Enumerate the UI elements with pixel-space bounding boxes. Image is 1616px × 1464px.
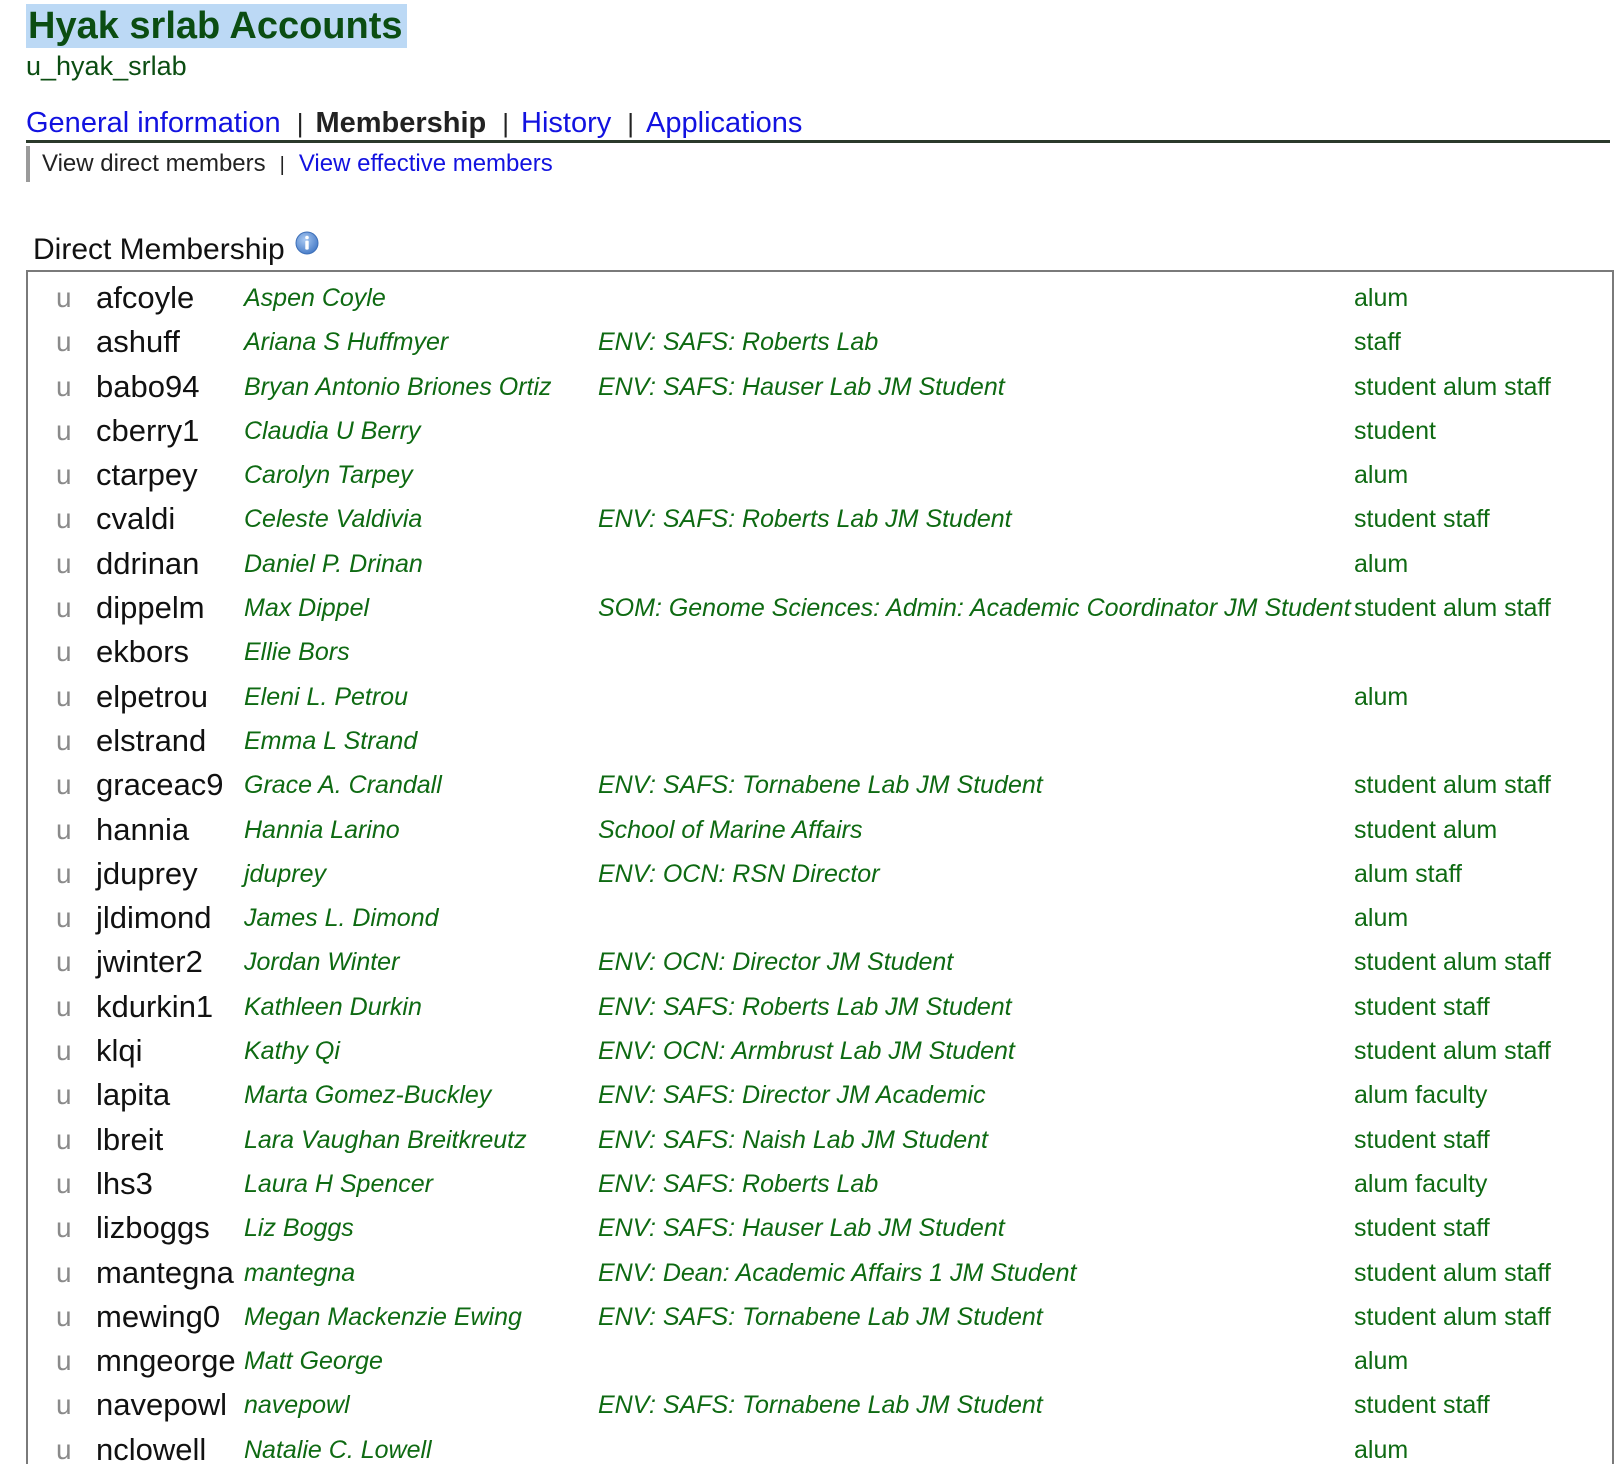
member-type: u — [56, 1212, 72, 1244]
member-name: Ellie Bors — [244, 638, 350, 667]
member-department: ENV: SAFS: Roberts Lab JM Student — [598, 505, 1012, 534]
member-row — [28, 1339, 1612, 1383]
member-row — [28, 409, 1612, 453]
member-name: Lara Vaughan Breitkreutz — [244, 1125, 527, 1154]
member-uid: navepowl — [96, 1387, 227, 1423]
member-name: Max Dippel — [244, 594, 370, 623]
member-name: Eleni L. Petrou — [244, 682, 408, 711]
member-type: u — [56, 857, 72, 889]
subtab-view-effective-members[interactable]: View effective members — [298, 150, 553, 177]
member-affiliation: student staff — [1354, 505, 1490, 534]
info-icon[interactable] — [295, 226, 319, 266]
member-type: u — [56, 902, 72, 934]
group-id: u_hyak_srlab — [26, 51, 187, 81]
member-uid: ddrinan — [96, 545, 200, 581]
member-uid: mantegna — [96, 1254, 234, 1290]
member-uid: mngeorge — [96, 1343, 236, 1379]
member-type: u — [56, 547, 72, 579]
member-affiliation: student alum — [1354, 815, 1498, 844]
member-name: Liz Boggs — [244, 1214, 354, 1243]
page-title: Hyak srlab Accounts — [26, 4, 407, 48]
member-uid: nclowell — [96, 1431, 207, 1464]
member-affiliation: staff — [1354, 328, 1401, 357]
member-type: u — [56, 724, 72, 756]
tab-membership[interactable]: Membership — [315, 107, 487, 139]
member-affiliation: alum — [1354, 284, 1409, 312]
member-uid: ekbors — [96, 634, 190, 670]
member-uid: ashuff — [96, 324, 180, 360]
section-title: Direct Membership — [33, 233, 285, 266]
member-type: u — [56, 1035, 72, 1067]
member-affiliation: student staff — [1354, 1214, 1490, 1243]
member-uid: mewing0 — [96, 1298, 221, 1334]
subtab-separator: | — [279, 154, 285, 176]
member-name: James L. Dimond — [244, 904, 439, 933]
member-name: Jordan Winter — [244, 948, 400, 977]
member-affiliation: alum staff — [1354, 859, 1462, 888]
member-affiliation: student — [1354, 416, 1437, 445]
member-row — [28, 365, 1612, 409]
member-uid: elpetrou — [96, 678, 209, 714]
member-type: u — [56, 459, 72, 491]
member-uid: ctarpey — [96, 457, 198, 493]
member-type: u — [56, 1123, 72, 1155]
member-type: u — [56, 1079, 72, 1111]
member-department: ENV: OCN: Director JM Student — [598, 948, 954, 977]
member-department: ENV: SAFS: Roberts Lab JM Student — [598, 992, 1012, 1021]
member-affiliation: student staff — [1354, 992, 1490, 1021]
tab-bar — [26, 106, 1610, 143]
member-name: Ariana S Huffmyer — [244, 328, 449, 357]
member-row — [28, 1118, 1612, 1162]
member-name: Natalie C. Lowell — [244, 1435, 432, 1464]
member-department: ENV: SAFS: Director JM Academic — [598, 1081, 986, 1110]
tab-separator: | — [627, 108, 635, 138]
member-type: u — [56, 592, 72, 624]
membership-subnav — [26, 146, 553, 182]
member-row — [28, 320, 1612, 364]
member-department: ENV: SAFS: Roberts Lab — [598, 1169, 879, 1198]
member-uid: afcoyle — [96, 280, 195, 315]
member-type: u — [56, 414, 72, 446]
member-department: ENV: SAFS: Hauser Lab JM Student — [598, 1214, 1005, 1243]
member-row — [28, 763, 1612, 807]
member-uid: lhs3 — [96, 1165, 153, 1201]
member-row — [28, 985, 1612, 1029]
member-department: School of Marine Affairs — [598, 815, 863, 844]
member-type: u — [56, 503, 72, 535]
member-name: Laura H Spencer — [244, 1169, 434, 1198]
direct-membership-heading — [33, 226, 319, 270]
member-name: Aspen Coyle — [244, 284, 386, 312]
member-row — [28, 1295, 1612, 1339]
member-type: u — [56, 990, 72, 1022]
member-name: Megan Mackenzie Ewing — [244, 1302, 522, 1331]
member-uid: lbreit — [96, 1121, 164, 1157]
member-uid: jduprey — [96, 855, 198, 891]
member-name: Hannia Larino — [244, 815, 400, 844]
member-row — [28, 453, 1612, 497]
member-type: u — [56, 1300, 72, 1332]
member-type: u — [56, 769, 72, 801]
member-row — [28, 940, 1612, 984]
member-row — [28, 1428, 1612, 1464]
member-department: ENV: OCN: RSN Director — [598, 859, 880, 888]
member-row — [28, 896, 1612, 940]
member-department: ENV: SAFS: Roberts Lab — [598, 328, 879, 357]
member-affiliation: alum — [1354, 1347, 1409, 1376]
member-uid: lapita — [96, 1077, 171, 1113]
member-row — [28, 1029, 1612, 1073]
member-name: Claudia U Berry — [244, 416, 421, 445]
subtab-view-direct-members: View direct members — [42, 150, 266, 177]
member-department: ENV: SAFS: Tornabene Lab JM Student — [598, 1302, 1043, 1331]
member-uid: cvaldi — [96, 501, 176, 537]
member-affiliation: alum — [1354, 682, 1409, 711]
tab-general-information[interactable]: General information — [26, 107, 281, 139]
member-affiliation: student alum staff — [1354, 594, 1551, 623]
member-row — [28, 276, 1612, 320]
member-type: u — [56, 1167, 72, 1199]
member-row — [28, 542, 1612, 586]
member-row — [28, 852, 1612, 896]
member-name: Daniel P. Drinan — [244, 549, 423, 578]
member-row — [28, 719, 1612, 763]
member-uid: babo94 — [96, 368, 200, 404]
member-affiliation: alum — [1354, 1435, 1409, 1464]
member-type: u — [56, 1256, 72, 1288]
member-type: u — [56, 370, 72, 402]
member-type: u — [56, 1345, 72, 1377]
member-affiliation: alum faculty — [1354, 1081, 1488, 1110]
member-row — [28, 1251, 1612, 1295]
member-name: Emma L Strand — [244, 726, 418, 755]
member-affiliation: student staff — [1354, 1125, 1490, 1154]
member-uid: dippelm — [96, 590, 205, 626]
member-department: ENV: SAFS: Tornabene Lab JM Student — [598, 771, 1043, 800]
member-affiliation: student alum staff — [1354, 1258, 1551, 1287]
member-uid: graceac9 — [96, 767, 224, 803]
member-name: Kathleen Durkin — [244, 992, 422, 1021]
member-type: u — [56, 636, 72, 668]
member-name: jduprey — [244, 859, 326, 888]
member-name: Carolyn Tarpey — [244, 461, 413, 490]
member-row — [28, 630, 1612, 674]
tab-applications[interactable]: Applications — [646, 107, 803, 139]
member-affiliation: student alum staff — [1354, 948, 1551, 977]
member-row — [28, 1162, 1612, 1206]
member-row — [28, 1383, 1612, 1427]
member-affiliation: student alum staff — [1354, 372, 1551, 401]
member-type: u — [56, 1389, 72, 1421]
member-name: Celeste Valdivia — [244, 505, 423, 534]
tab-separator: | — [296, 108, 304, 138]
member-affiliation: alum — [1354, 904, 1409, 933]
member-affiliation: alum faculty — [1354, 1169, 1488, 1198]
member-uid: jldimond — [96, 900, 212, 936]
member-type: u — [56, 282, 72, 313]
member-row — [28, 1073, 1612, 1117]
member-department: ENV: SAFS: Tornabene Lab JM Student — [598, 1391, 1043, 1420]
member-department: SOM: Genome Sciences: Admin: Academic Coordinator JM Student — [598, 594, 1351, 623]
member-department: ENV: SAFS: Hauser Lab JM Student — [598, 372, 1005, 401]
member-type: u — [56, 946, 72, 978]
member-affiliation: student staff — [1354, 1391, 1490, 1420]
member-affiliation: student alum staff — [1354, 1037, 1551, 1066]
member-uid: jwinter2 — [96, 944, 203, 980]
member-type: u — [56, 680, 72, 712]
member-type: u — [56, 1433, 72, 1464]
member-affiliation: alum — [1354, 461, 1409, 490]
member-row — [28, 1206, 1612, 1250]
direct-members-list — [26, 270, 1614, 1464]
member-department: ENV: OCN: Armbrust Lab JM Student — [598, 1037, 1015, 1066]
member-uid: klqi — [96, 1033, 143, 1069]
member-uid: hannia — [96, 811, 190, 847]
member-uid: elstrand — [96, 722, 207, 758]
member-department: ENV: SAFS: Naish Lab JM Student — [598, 1125, 989, 1154]
member-name: mantegna — [244, 1258, 356, 1287]
member-name: Matt George — [244, 1347, 383, 1376]
member-name: Kathy Qi — [244, 1037, 340, 1066]
member-uid: kdurkin1 — [96, 988, 214, 1024]
member-department: ENV: Dean: Academic Affairs 1 JM Student — [598, 1258, 1077, 1287]
member-uid: lizboggs — [96, 1210, 210, 1246]
member-type: u — [56, 813, 72, 845]
member-affiliation: student alum staff — [1354, 1302, 1551, 1331]
tab-history[interactable]: History — [521, 107, 612, 139]
member-row — [28, 808, 1612, 852]
tab-separator: | — [502, 108, 510, 138]
member-name: Marta Gomez-Buckley — [244, 1081, 492, 1110]
member-uid: cberry1 — [96, 412, 200, 448]
member-name: Bryan Antonio Briones Ortiz — [244, 372, 552, 401]
member-affiliation: student alum staff — [1354, 771, 1551, 800]
member-row — [28, 586, 1612, 630]
member-row — [28, 675, 1612, 719]
member-affiliation: alum — [1354, 549, 1409, 578]
member-type: u — [56, 326, 72, 358]
member-row — [28, 497, 1612, 541]
member-name: Grace A. Crandall — [244, 771, 442, 800]
member-name: navepowl — [244, 1391, 350, 1420]
